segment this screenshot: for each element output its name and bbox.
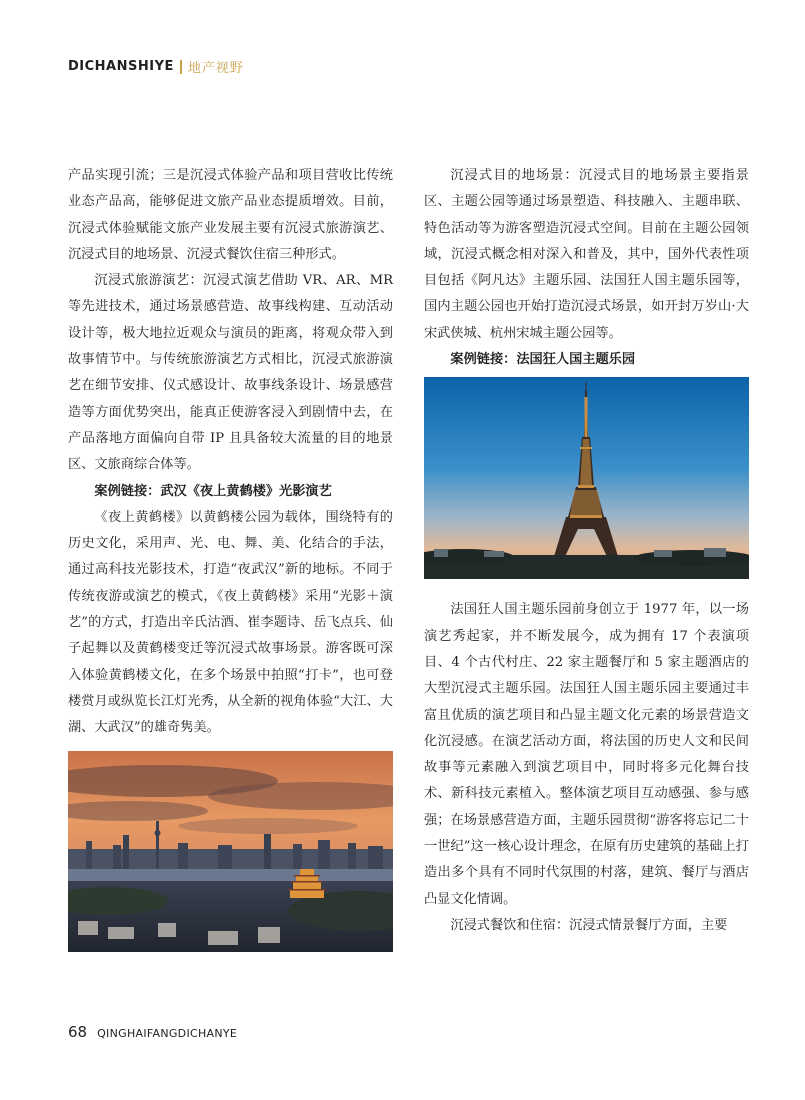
- eiffel-tower-photo: [424, 377, 749, 579]
- case-link-heading-puy-du-fou: 案例链接：法国狂人国主题乐园: [450, 352, 636, 368]
- header-brand: DICHANSHIYE: [68, 59, 174, 74]
- wuhan-skyline-photo: [68, 751, 393, 952]
- left-paragraph-1: 产品实现引流；三是沉浸式体验产品和项目营收比传统业态产品高，能够促进文旅产品业态提质增效。目前，沉浸式体验赋能文旅产业发展主要有沉浸式旅游演艺、沉浸式目的地场景、沉浸式餐饮住宿三种形式。: [68, 168, 393, 262]
- right-paragraph-2: 法国狂人国主题乐园前身创立于 1977 年，以一场演艺秀起家，并不断发展今，成为拥有 17 个表演项目、4 个古代村庄、22 家主题餐厅和 5 家主题酒店的大型沉浸式主题乐园。法国狂人国主题乐园主要通过丰富且优质的演艺项目和凸显主题文化元素的场景营造文化沉浸感。在演艺活动方面，将法国的历史人文和民间故事等元素融入到演艺项目中，同时将多元化舞台技术、新科技元素植入。整体演艺项目互动感强、参与感强；在场景感营造方面，主题乐园贯彻“游客将忘记二十一世纪”这一核心设计理念，在原有历史建筑的基础上打造出多个具有不同时代氛围的村落，建筑、餐厅与酒店凸显文化情调。: [424, 602, 749, 907]
- left-paragraph-3: 《夜上黄鹤楼》以黄鹤楼公园为载体，围绕特有的历史文化，采用声、光、电、舞、美、化结合的手法，通过高科技光影技术，打造“夜武汉”新的地标。不同于传统夜游或演艺的模式，《夜上黄鹤楼》采用“光影＋演艺”的方式，打造出辛氏沽酒、崔李题诗、岳飞点兵、仙子起舞以及黄鹤楼变迁等沉浸式故事场景。游客既可深入体验黄鹤楼文化，在多个场景中拍照“打卡”，也可登楼赏月或纵览长江灯光秀，从全新的视角体验“大江、大湖、大武汉”的雄奇隽美。: [68, 509, 393, 736]
- right-paragraph-3: 沉浸式餐饮和住宿：沉浸式情景餐厅方面，主要: [450, 917, 728, 933]
- left-paragraph-2: 沉浸式旅游演艺：沉浸式演艺借助 VR、AR、MR 等先进技术，通过场景感营造、故事线构建、互动活动设计等，极大地拉近观众与演员的距离，将观众带入到故事情节中。与传统旅游演艺方式相比，沉浸式旅游演艺在细节安排、仪式感设计、故事线条设计、场景感营造等方面优势突出，能真正使游客浸入到剧情中去，在产品落地方面偏向自带 IP 且具备较大流量的目的地景区、文旅商综合体等。: [68, 273, 393, 473]
- header-divider: [180, 60, 182, 74]
- wuhan-photo-graphic: [68, 751, 393, 952]
- publication-name: QINGHAIFANGDICHANYE: [97, 1027, 238, 1040]
- page-number: 68: [68, 1023, 88, 1041]
- right-paragraph-1: 沉浸式目的地场景：沉浸式目的地场景主要指景区、主题公园等通过场景塑造、科技融入、主题串联、特色活动等为游客塑造沉浸式空间。目前在主题公园领域，沉浸式概念相对深入和普及，其中，国外代表性项目包括《阿凡达》主题乐园、法国狂人国主题乐园等，国内主题公园也开始打造沉浸式场景，如开封万岁山·大宋武侠城、杭州宋城主题公园等。: [424, 168, 749, 341]
- running-header: [68, 57, 244, 76]
- left-column: [68, 163, 393, 952]
- eiffel-photo-graphic: [424, 377, 749, 579]
- case-link-heading-wuhan: 案例链接：武汉《夜上黄鹤楼》光影演艺: [94, 483, 332, 499]
- right-column: [424, 163, 749, 939]
- header-section: 地产视野: [187, 61, 244, 76]
- page-footer: [68, 1023, 237, 1041]
